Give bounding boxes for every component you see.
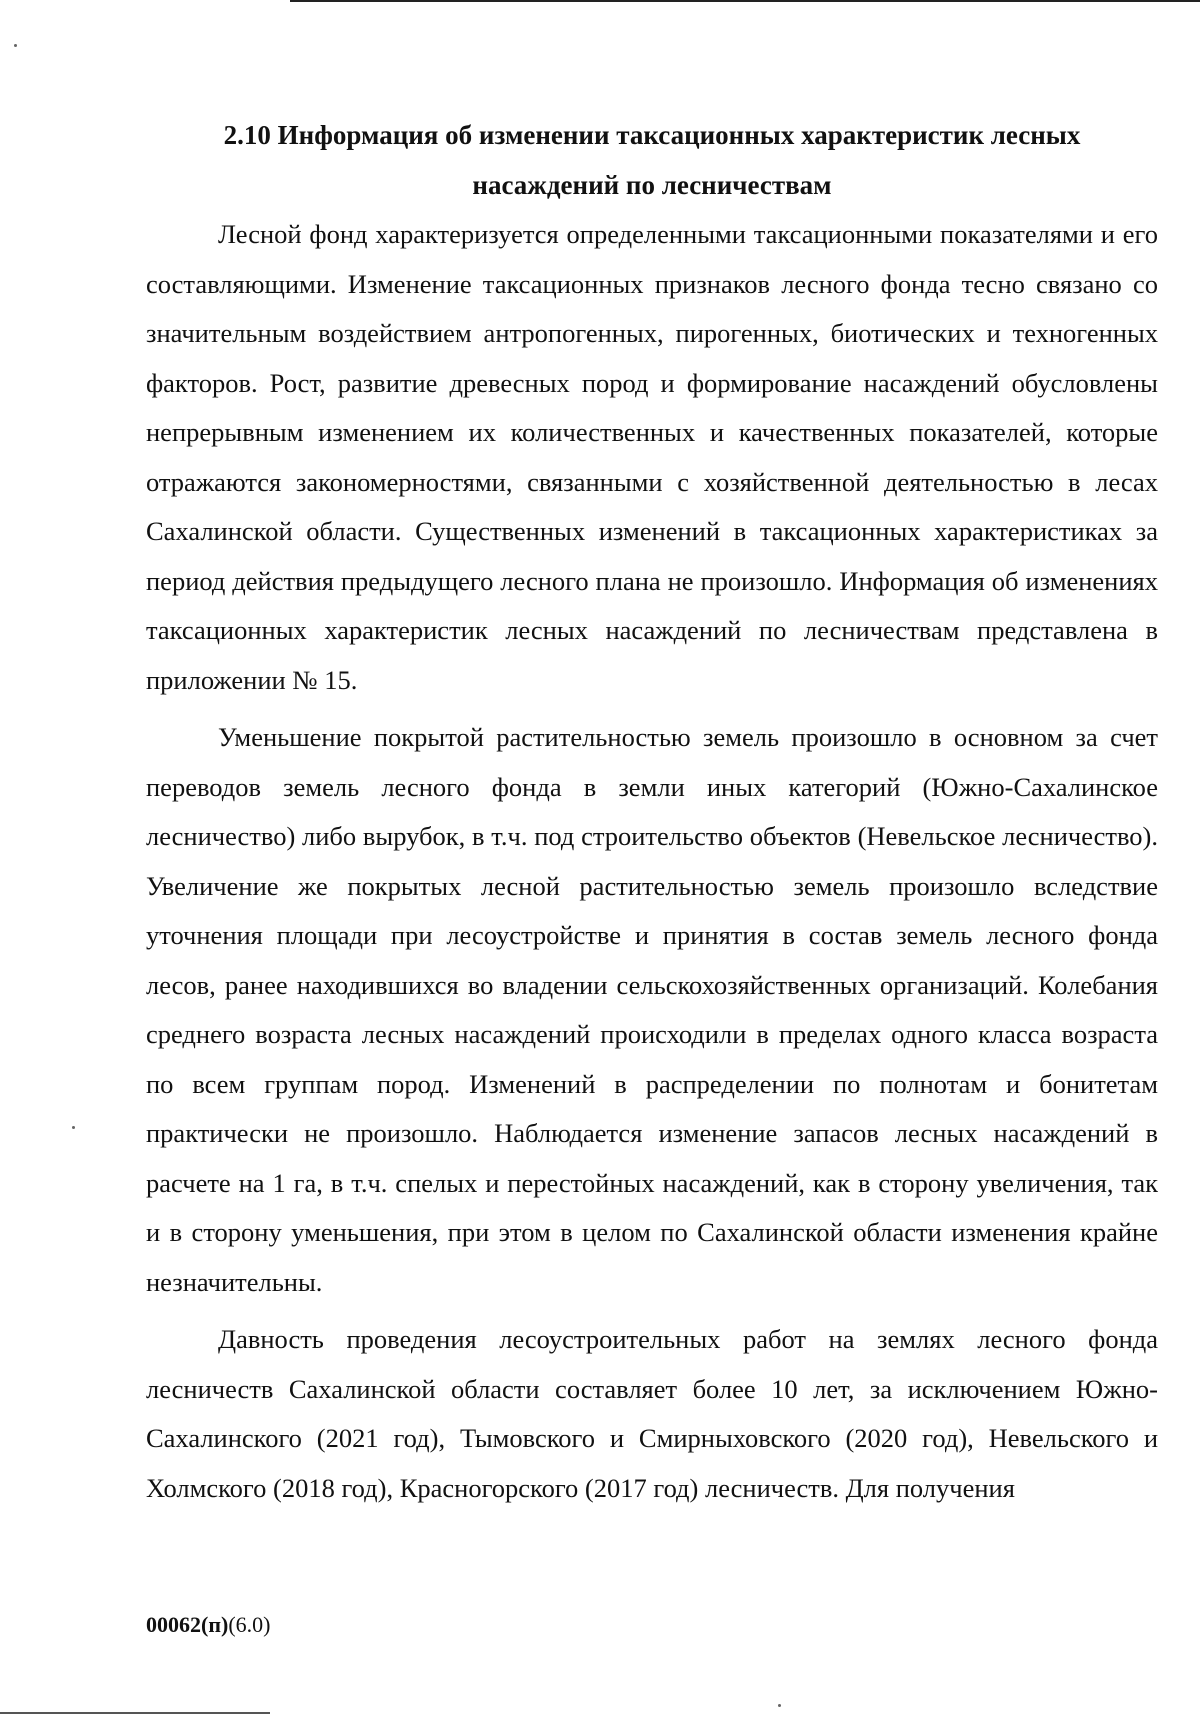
scan-speck [72,1126,75,1129]
scan-speck [778,1704,781,1707]
footer-version: (6.0) [228,1612,271,1637]
top-rule [290,0,1200,2]
bottom-rule [0,1712,270,1714]
section-heading [146,110,1158,210]
page-footer [146,1612,270,1638]
paragraph-3: Давность проведения лесоустроительных работ на землях лесного фонда лесничеств Сахалинской области составляет более 10 лет, за исключением Южно-Сахалинского (2021 год), Тымовского и Смирныховского (2020 год), Невельского и Холмского (2018 год), Красногорского (2017 год) лесничеств. Для получения [146,1324,1158,1503]
document-page [146,110,1158,1513]
scan-speck [14,44,17,47]
section-heading-line2: насаждений по лесничествам [472,170,832,200]
paragraph-1: Лесной фонд характеризуется определенными таксационными показателями и его составляющими. Изменение таксационных признаков лесного фонда тесно связано со значительным воздействием антропогенных, пирогенных, биотических и техногенных факторов. Рост, развитие древесных пород и формирование насаждений обусловлены непрерывным изменением их количественных и качественных показателей, которые отражаются закономерностями, связанными с хозяйственной деятельностью в лесах Сахалинской области. Существенных изменений в таксационных характеристиках за период действия предыдущего лесного плана не произошло. Информация об изменениях таксационных характеристик лесных насаждений по лесничествам представлена в приложении № 15. [146,219,1158,695]
section-heading-line1: 2.10 Информация об изменении таксационных характеристик лесных [223,120,1081,150]
paragraph-2: Уменьшение покрытой растительностью земель произошло в основном за счет переводов земель лесного фонда в земли иных категорий (Южно-Сахалинское лесничество) либо вырубок, в т.ч. под строительство объектов (Невельское лесничество). Увеличение же покрытых лесной растительностью земель произошло вследствие уточнения площади при лесоустройстве и принятия в состав земель лесного фонда лесов, ранее находившихся во владении сельскохозяйственных организаций. Колебания среднего возраста лесных насаждений происходили в пределах одного класса возраста по всем группам пород. Изменений в распределении по полнотам и бонитетам практически не произошло. Наблюдается изменение запасов лесных насаждений в расчете на 1 га, в т.ч. спелых и перестойных насаждений, как в сторону увеличения, так и в сторону уменьшения, при этом в целом по Сахалинской области изменения крайне незначительны. [146,722,1158,1297]
footer-code: 00062(п) [146,1612,229,1637]
